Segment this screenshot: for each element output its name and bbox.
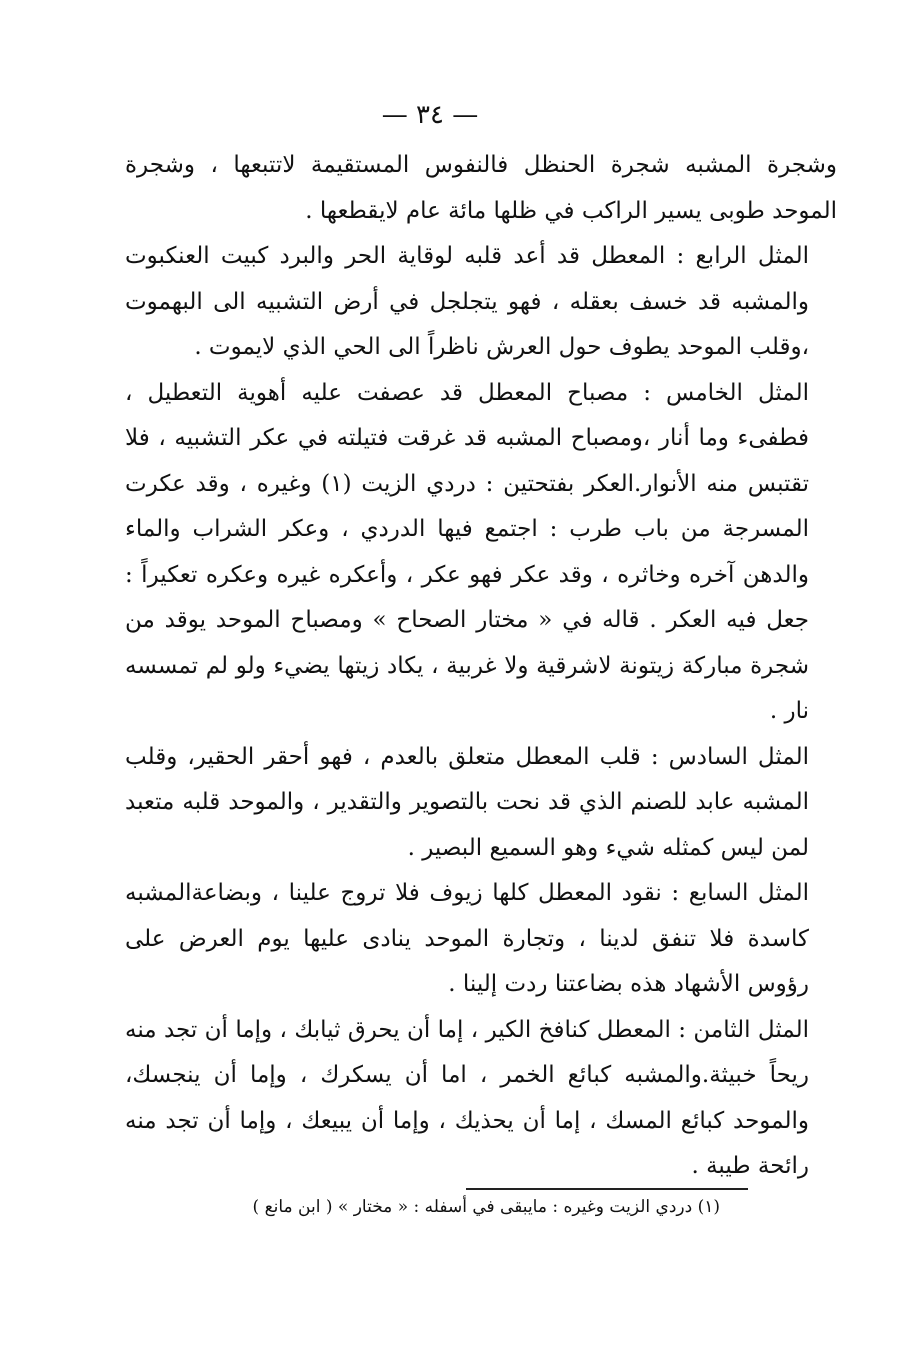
- paragraph-6: المثل الثامن : المعطل كنافخ الكير ، إما أن يحرق ثيابك ، وإما أن تجد منه ريحاً خبيثة.والمشبه كبائع الخمر ، اما أن يسكرك ، وإما أن ينجسك، والموحد كبائع المسك ، إما أن يحذيك ، وإما أن يبيعك ، وإما أن تجد منه رائحة طيبة .: [125, 1016, 809, 1179]
- paragraph-4: المثل السادس : قلب المعطل متعلق بالعدم ، فهو أحقر الحقير، وقلب المشبه عابد للصنم الذي قد نحت بالتصوير والتقدير ، والموحد قلبه متعبد لمن ليس كمثله شيء وهو السميع البصير .: [125, 743, 809, 861]
- paragraph-2: المثل الرابع : المعطل قد أعد قلبه لوقاية الحر والبرد كبيت العنكبوت والمشبه قد خسف بعقله ، فهو يتجلجل في أرض التشبيه الى البهموت ،وقلب الموحد يطوف حول العرش ناظراً الى الحي الذي لايموت .: [125, 243, 809, 360]
- paragraph-5: المثل السابع : نقود المعطل كلها زيوف فلا تروج علينا ، وبضاعةالمشبه كاسدة فلا تنفق لدينا ، وتجارة الموحد ينادى عليها يوم العرض على رؤوس الأشهاد هذه بضاعتنا ردت إلينا .: [125, 880, 809, 997]
- paragraph-3: المثل الخامس : مصباح المعطل قد عصفت عليه أهوية التعطيل ، فطفىء وما أنار ،ومصباح المشبه قد غرقت فتيلته في عكر التشبيه ، فلا تقتبس منه الأنوار.العكر بفتحتين : دردي الزيت (١) وغيره ، وقد عكرت المسرجة من باب طرب : اجتمع فيها الدردي ، وعكر الشراب والماء والدهن آخره وخاثره ، وقد عكر فهو عكر ، وأعكره غيره وعكره تعكيراً : جعل فيه العكر . قاله في « مختار الصحاح » ومصباح الموحد يوقد من شجرة مباركة زيتونة لاشرقية ولا غربية ، يكاد زيتها يضيء ولو لم تمسسه نار .: [125, 379, 809, 724]
- page-number: — ٣٤ —: [381, 100, 479, 130]
- footnote: (١) دردي الزيت وغيره : مايبقى في أسفله : « مختار » ( ابن مانع ): [252, 1197, 720, 1217]
- footnote-divider: [466, 1188, 748, 1190]
- body-text: [125, 143, 837, 1190]
- paragraph-1: وشجرة المشبه شجرة الحنظل فالنفوس المستقيمة لاتتبعها ، وشجرة الموحد طوبى يسير الراكب في ظلها مائة عام لايقطعها .: [125, 152, 837, 224]
